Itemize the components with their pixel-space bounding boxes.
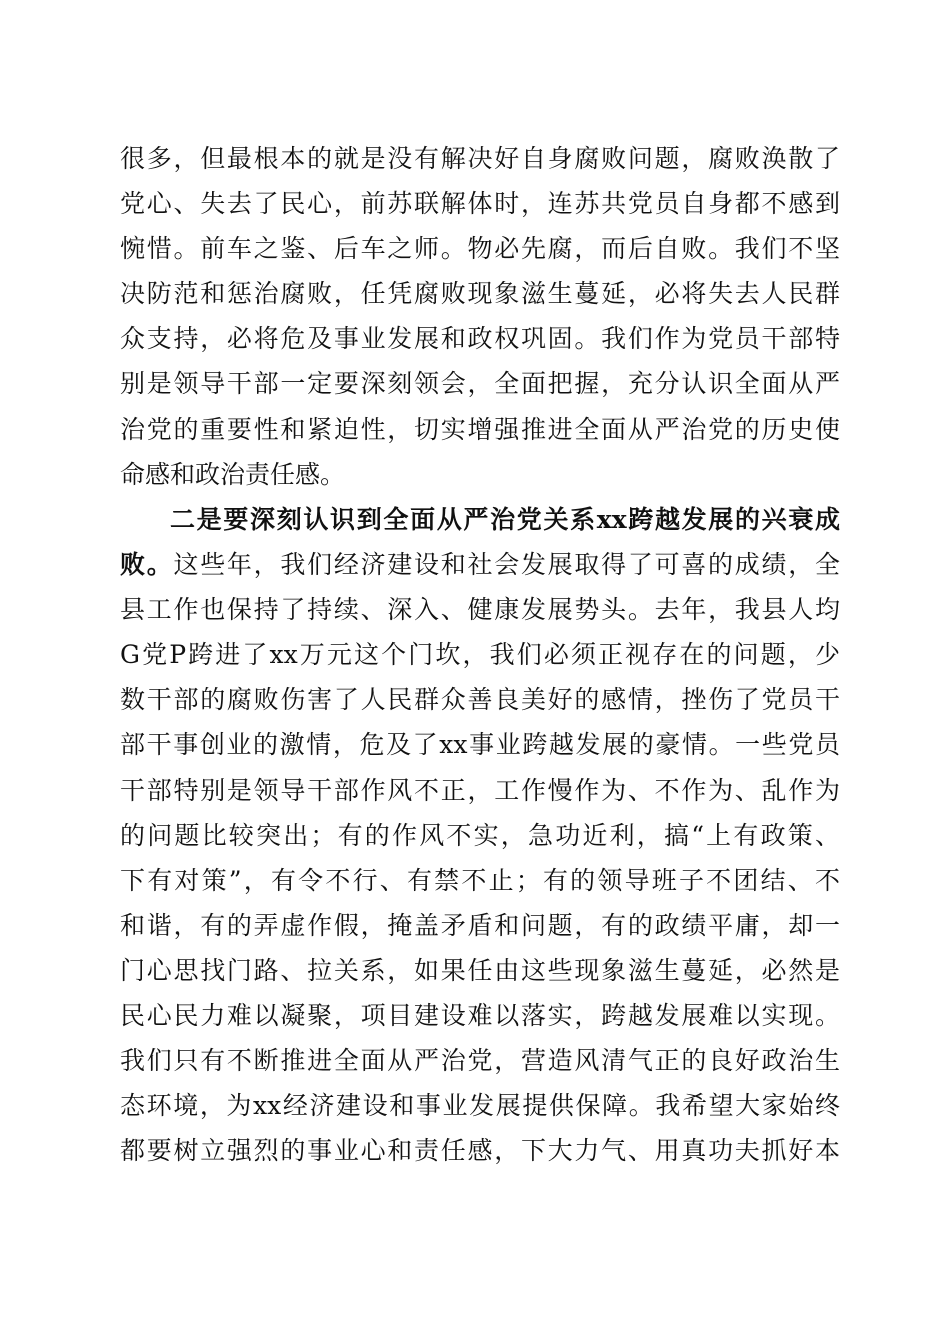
text-line: 和谐，有的弄虚作假，掩盖矛盾和问题，有的政绩平庸，却一 [120,910,840,940]
text-line: 干部特别是领导干部作风不正，工作慢作为、不作为、乱作为 [120,775,840,805]
text-line: 门心思找门路、拉关系，如果任由这些现象滋生蔓延，必然是 [120,955,840,985]
text-line: 都要树立强烈的事业心和责任感，下大力气、用真功夫抓好本 [120,1136,840,1166]
section-heading-end: 败。 [120,550,174,580]
text-line: 我们只有不断推进全面从严治党，营造风清气正的良好政治生 [120,1046,840,1076]
text-line: 命感和政治责任感。 [120,459,346,489]
text-line: 数干部的腐败伤害了人民群众善良美好的感情，挫伤了党员干 [120,685,840,715]
section-heading: 二是要深刻认识到全面从严治党关系xx跨越发展的兴衰成 [170,505,840,534]
paragraph-1 [120,136,840,497]
text-line: 很多，但最根本的就是没有解决好自身腐败问题，腐败涣散了 [120,144,840,173]
text-line [120,542,840,587]
text-line: 党心、失去了民心，前苏联解体时，连苏共党员自身都不感到 [120,189,840,219]
text-line: 态环境，为xx经济建设和事业发展提供保障。我希望大家始终 [120,1091,840,1121]
text-line: 民心民力难以凝聚，项目建设难以落实，跨越发展难以实现。 [120,1001,840,1031]
text-line: 治党的重要性和紧迫性，切实增强推进全面从严治党的历史使 [120,414,840,444]
text-line: 决防范和惩治腐败，任凭腐败现象滋生蔓延，必将失去人民群 [120,279,840,309]
text-line-rest: 这些年，我们经济建设和社会发展取得了可喜的成绩，全 [173,550,840,580]
text-line: G党P跨进了xx万元这个门坎，我们必须正视存在的问题，少 [120,640,840,670]
paragraph-2 [120,497,840,1173]
text-line: 惋惜。前车之鉴、后车之师。物必先腐，而后自败。我们不坚 [120,234,840,264]
text-line: 别是领导干部一定要深刻领会，全面把握，充分认识全面从严 [120,369,840,399]
text-line: 部干事创业的激情，危及了xx事业跨越发展的豪情。一些党员 [120,730,840,760]
text-line: 县工作也保持了持续、深入、健康发展势头。去年，我县人均 [120,595,840,625]
text-line: 的问题比较突出；有的作风不实，急功近利，搞“上有政策、 [120,820,840,850]
text-line: 众支持，必将危及事业发展和政权巩固。我们作为党员干部特 [120,324,840,354]
text-line: 下有对策”，有令不行、有禁不止；有的领导班子不团结、不 [120,865,840,895]
